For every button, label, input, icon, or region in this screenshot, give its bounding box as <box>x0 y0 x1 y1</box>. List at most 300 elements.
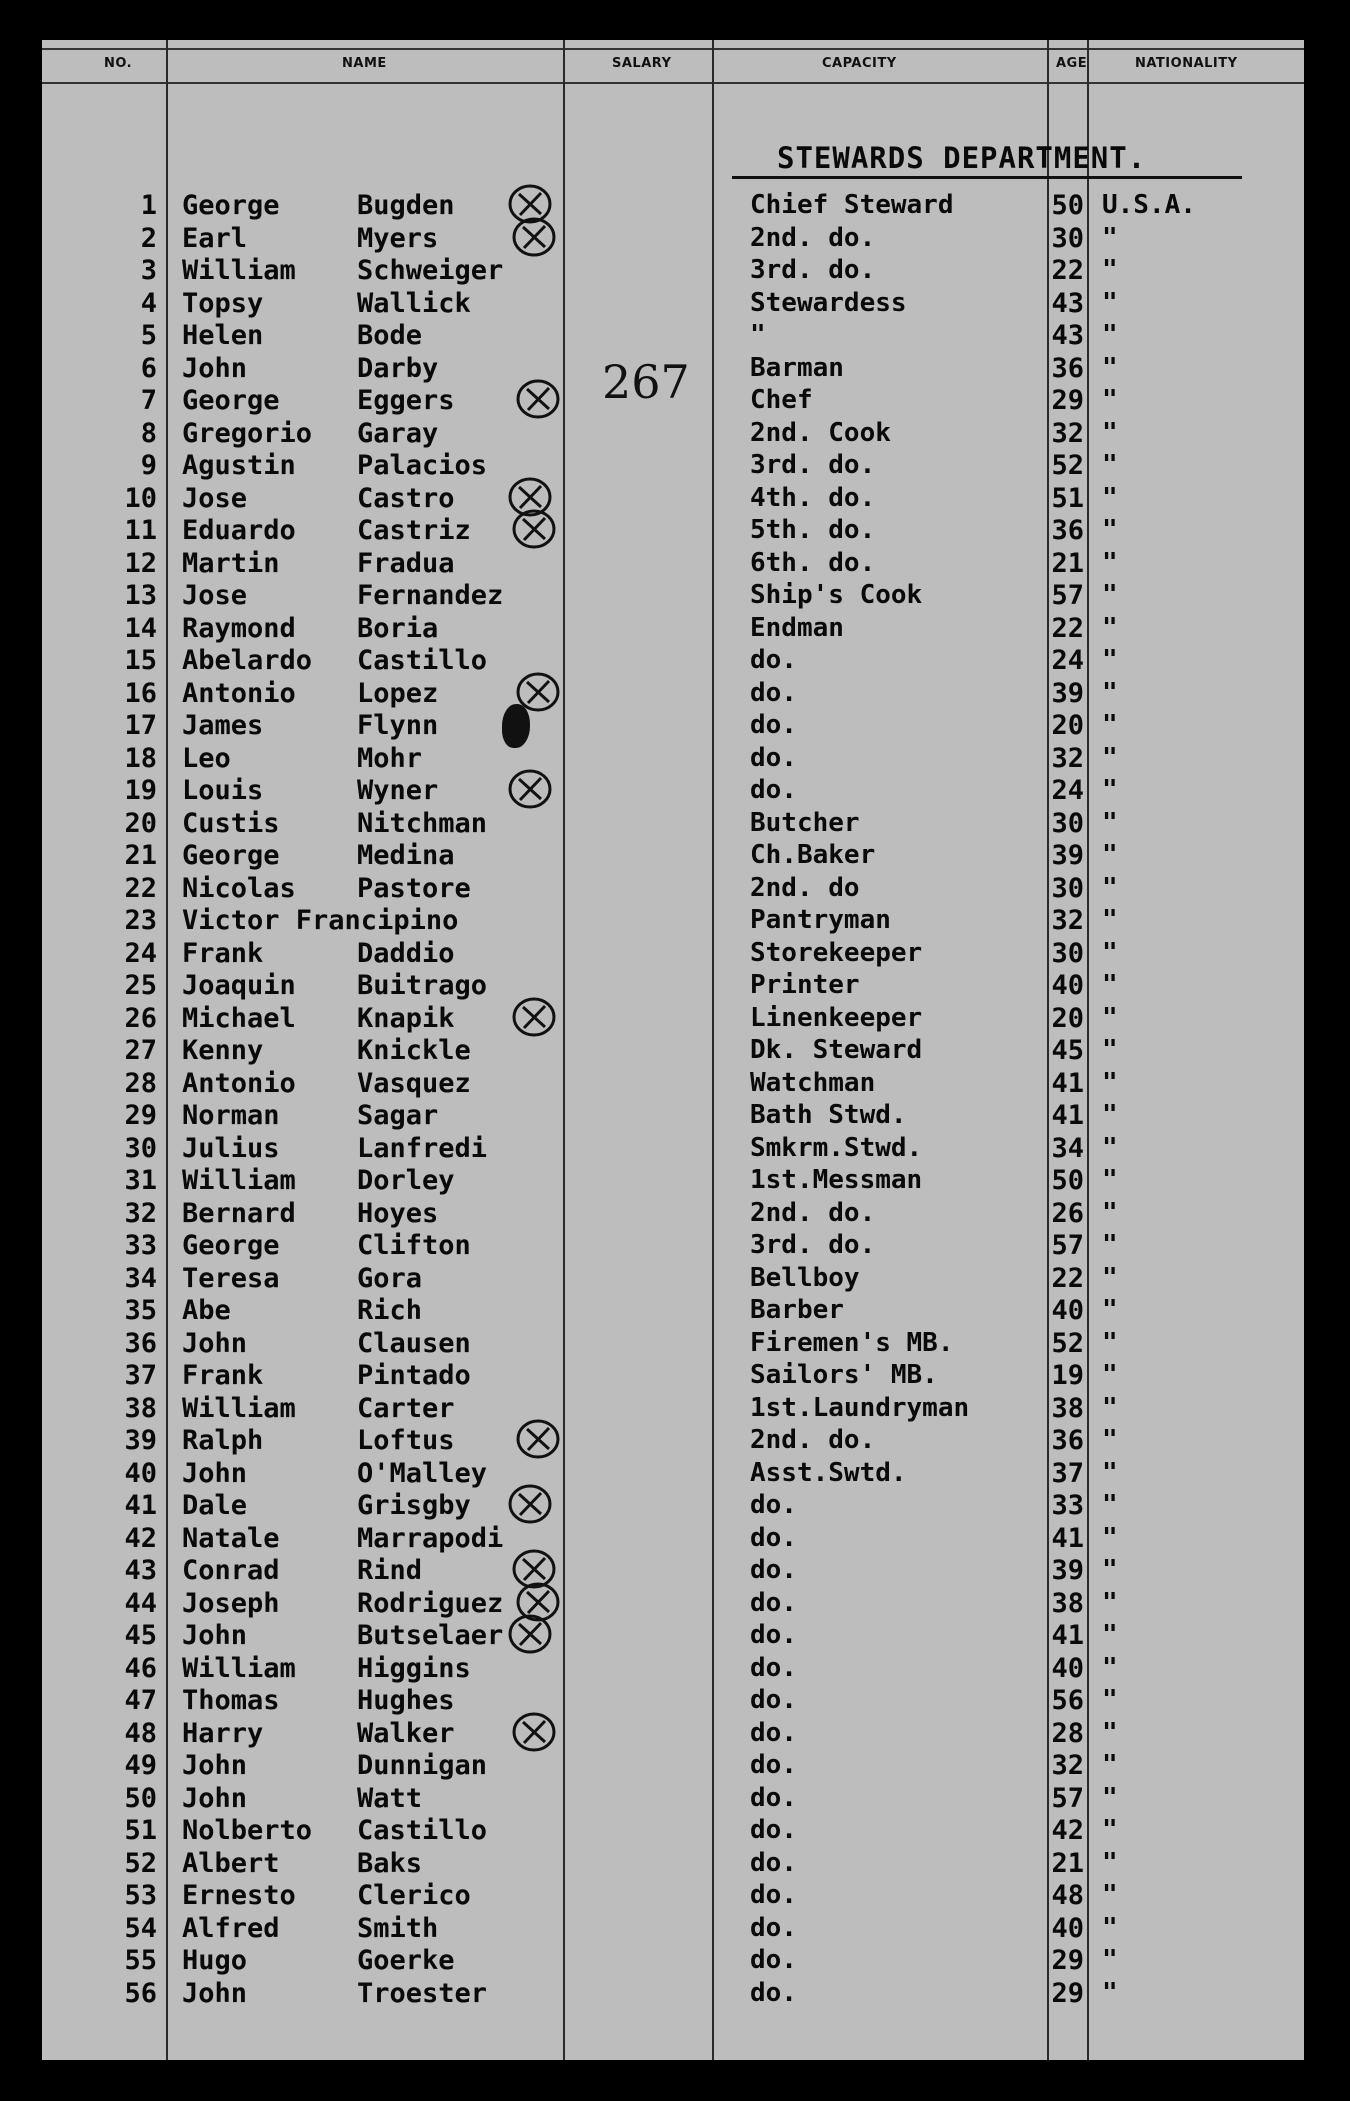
row-number: 23 <box>124 905 157 936</box>
last-name: Boria <box>357 612 439 644</box>
table-row <box>42 775 1304 807</box>
row-number: 3 <box>140 255 157 286</box>
table-row <box>42 1913 1304 1945</box>
last-name: Gora <box>357 1262 423 1294</box>
first-name: Topsy <box>182 287 264 319</box>
table-row <box>42 418 1304 450</box>
age: 39 <box>1051 677 1084 709</box>
age: 40 <box>1051 1912 1084 1944</box>
row-number: 5 <box>140 320 157 351</box>
row-number: 55 <box>124 1945 157 1976</box>
capacity: do. <box>750 1620 797 1650</box>
age: 57 <box>1051 1230 1084 1261</box>
nationality: " <box>1102 1750 1118 1780</box>
age: 24 <box>1051 775 1084 806</box>
last-name: Grisgby <box>357 1490 471 1521</box>
table-row <box>42 1978 1304 2010</box>
table-row <box>42 255 1304 287</box>
row-number: 51 <box>124 1815 157 1846</box>
age: 39 <box>1051 840 1084 871</box>
row-number: 17 <box>124 710 157 741</box>
nationality: " <box>1102 385 1118 415</box>
last-name: Castillo <box>357 1815 488 1846</box>
capacity: Ship's Cook <box>750 580 923 610</box>
capacity: Printer <box>750 970 860 1000</box>
first-name: Eduardo <box>182 515 296 546</box>
nationality: " <box>1102 1067 1118 1098</box>
age: 48 <box>1051 1880 1084 1911</box>
table-row <box>42 385 1304 417</box>
nationality: " <box>1102 970 1118 1000</box>
table-row <box>42 1620 1304 1652</box>
table-row <box>42 1880 1304 1912</box>
nationality: " <box>1102 1522 1118 1553</box>
table-row <box>42 873 1304 905</box>
nationality: " <box>1102 450 1118 480</box>
capacity: Firemen's MB. <box>750 1327 954 1358</box>
row-number: 42 <box>124 1522 157 1554</box>
row-number: 9 <box>140 450 157 481</box>
age: 33 <box>1051 1490 1084 1521</box>
table-row <box>42 288 1304 320</box>
first-name: Earl <box>182 222 248 254</box>
age: 32 <box>1051 905 1084 936</box>
table-row <box>42 808 1304 840</box>
age: 29 <box>1051 1945 1084 1976</box>
circled-x-mark-icon <box>510 1710 558 1754</box>
row-number: 16 <box>124 677 157 709</box>
age: 20 <box>1051 1002 1084 1034</box>
age: 43 <box>1051 287 1084 319</box>
capacity: do. <box>750 1652 797 1683</box>
first-name: Hugo <box>182 1945 248 1976</box>
first-name: Gregorio <box>182 417 313 449</box>
nationality: " <box>1102 872 1118 903</box>
last-name: Pintado <box>357 1360 471 1391</box>
capacity: Asst.Swtd. <box>750 1457 907 1488</box>
last-name: Higgins <box>357 1652 471 1684</box>
capacity: do. <box>750 1977 797 2008</box>
last-name: Rich <box>357 1295 423 1326</box>
age: 57 <box>1051 1782 1084 1814</box>
age: 41 <box>1051 1100 1084 1131</box>
table-row <box>42 223 1304 255</box>
last-name: Clausen <box>357 1327 471 1359</box>
last-name: Vasquez <box>357 1067 471 1099</box>
table-row <box>42 1815 1304 1847</box>
last-name: Carter <box>357 1392 455 1424</box>
capacity: do. <box>750 1782 797 1813</box>
circled-x-mark-icon <box>514 1417 562 1461</box>
row-number: 35 <box>124 1295 157 1326</box>
nationality: " <box>1102 1197 1118 1228</box>
last-name: Eggers <box>357 385 455 416</box>
capacity: 2nd. do. <box>750 1425 876 1455</box>
nationality: " <box>1102 807 1118 838</box>
first-name: John <box>182 352 248 384</box>
age: 39 <box>1051 1555 1084 1586</box>
table-row <box>42 1945 1304 1977</box>
first-name: Bernard <box>182 1197 296 1229</box>
age: 26 <box>1051 1197 1084 1229</box>
age: 36 <box>1051 1425 1084 1456</box>
department-title-underline <box>732 176 1242 179</box>
row-number: 31 <box>124 1165 157 1196</box>
age: 28 <box>1051 1717 1084 1749</box>
header-nationality: NATIONALITY <box>1135 56 1238 71</box>
table-row <box>42 905 1304 937</box>
nationality: " <box>1102 1100 1118 1130</box>
row-number: 33 <box>124 1230 157 1261</box>
first-name: George <box>182 385 280 416</box>
header-no: NO. <box>104 56 133 71</box>
capacity: 4th. do. <box>750 482 876 513</box>
last-name: Knickle <box>357 1035 471 1066</box>
nationality: " <box>1102 1685 1118 1715</box>
first-name: Julius <box>182 1132 280 1164</box>
nationality: " <box>1102 1230 1118 1260</box>
row-number: 50 <box>124 1782 157 1814</box>
row-number: 29 <box>124 1100 157 1131</box>
capacity: Endman <box>750 612 844 643</box>
last-name: Palacios <box>357 450 488 481</box>
age: 32 <box>1051 417 1084 449</box>
first-name: Abe <box>182 1295 231 1326</box>
capacity: do. <box>750 710 797 740</box>
age: 34 <box>1051 1132 1084 1164</box>
first-name: Conrad <box>182 1555 280 1586</box>
nationality: " <box>1102 645 1118 675</box>
age: 38 <box>1051 1392 1084 1424</box>
table-row <box>42 1068 1304 1100</box>
first-name: George <box>182 1230 280 1261</box>
last-name: Bugden <box>357 190 455 221</box>
last-name: Garay <box>357 417 439 449</box>
age: 30 <box>1051 807 1084 839</box>
last-name: Baks <box>357 1847 423 1879</box>
table-row <box>42 1328 1304 1360</box>
header-name: NAME <box>342 56 387 71</box>
table-row <box>42 1588 1304 1620</box>
last-name: Rodriguez <box>357 1587 504 1619</box>
last-name: Myers <box>357 222 439 254</box>
circled-x-mark-icon <box>506 1482 554 1526</box>
first-name: Natale <box>182 1522 280 1554</box>
capacity: Chief Steward <box>750 190 954 220</box>
table-row <box>42 1230 1304 1262</box>
manifest-sheet <box>42 40 1304 2060</box>
row-number: 24 <box>124 937 157 969</box>
row-number: 11 <box>124 515 157 546</box>
age: 57 <box>1051 580 1084 611</box>
table-row <box>42 1100 1304 1132</box>
last-name: Castro <box>357 482 455 514</box>
first-name: Agustin <box>182 450 296 481</box>
capacity: do. <box>750 1555 797 1585</box>
first-name: William <box>182 1652 296 1684</box>
table-row <box>42 1425 1304 1457</box>
last-name: Medina <box>357 840 455 871</box>
nationality: U.S.A. <box>1102 190 1196 220</box>
row-number: 27 <box>124 1035 157 1066</box>
capacity: do. <box>750 1880 797 1910</box>
capacity: do. <box>750 1945 797 1975</box>
row-number: 37 <box>124 1360 157 1391</box>
row-number: 53 <box>124 1880 157 1911</box>
first-name: John <box>182 1620 248 1651</box>
capacity: do. <box>750 775 797 805</box>
age: 41 <box>1051 1620 1084 1651</box>
nationality: " <box>1102 1002 1118 1033</box>
capacity: do. <box>750 677 797 708</box>
capacity: Sailors' MB. <box>750 1360 938 1390</box>
row-number: 10 <box>124 482 157 514</box>
age: 43 <box>1051 320 1084 351</box>
first-name: Nicolas <box>182 872 296 904</box>
row-number: 14 <box>124 612 157 644</box>
table-row <box>42 515 1304 547</box>
row-number: 36 <box>124 1327 157 1359</box>
first-name: Michael <box>182 1002 296 1034</box>
age: 37 <box>1051 1457 1084 1489</box>
department-title: STEWARDS DEPARTMENT. <box>777 141 1147 175</box>
table-row <box>42 190 1304 222</box>
age: 32 <box>1051 742 1084 774</box>
age: 50 <box>1051 1165 1084 1196</box>
last-name: Hughes <box>357 1685 455 1716</box>
age: 51 <box>1051 482 1084 514</box>
row-number: 8 <box>140 417 157 449</box>
last-name: Smith <box>357 1912 439 1944</box>
age: 52 <box>1051 1327 1084 1359</box>
first-name: George <box>182 190 280 221</box>
capacity: 6th. do. <box>750 547 876 578</box>
age: 40 <box>1051 1295 1084 1326</box>
nationality: " <box>1102 1977 1118 2008</box>
capacity: Bath Stwd. <box>750 1100 907 1130</box>
age: 22 <box>1051 612 1084 644</box>
row-number: 26 <box>124 1002 157 1034</box>
nationality: " <box>1102 1912 1118 1943</box>
last-name: Clifton <box>357 1230 471 1261</box>
row-number: 20 <box>124 807 157 839</box>
row-number: 30 <box>124 1132 157 1164</box>
first-name: Albert <box>182 1847 280 1879</box>
nationality: " <box>1102 1652 1118 1683</box>
table-row <box>42 483 1304 515</box>
capacity: do. <box>750 1847 797 1878</box>
nationality: " <box>1102 482 1118 513</box>
capacity: Linenkeeper <box>750 1002 923 1033</box>
first-name: Kenny <box>182 1035 264 1066</box>
last-name: Hoyes <box>357 1197 439 1229</box>
table-row <box>42 1263 1304 1295</box>
top-rule <box>42 48 1304 50</box>
nationality: " <box>1102 222 1118 253</box>
capacity: Smkrm.Stwd. <box>750 1132 923 1163</box>
nationality: " <box>1102 1457 1118 1488</box>
last-name: Pastore <box>357 872 471 904</box>
row-number: 22 <box>124 872 157 904</box>
nationality: " <box>1102 710 1118 740</box>
first-name: Raymond <box>182 612 296 644</box>
last-name: Knapik <box>357 1002 455 1034</box>
row-number: 48 <box>124 1717 157 1749</box>
capacity: do. <box>750 1912 797 1943</box>
capacity: 2nd. do. <box>750 1197 876 1228</box>
first-name: William <box>182 255 296 286</box>
age: 36 <box>1051 515 1084 546</box>
capacity: 3rd. do. <box>750 255 876 285</box>
first-name: William <box>182 1165 296 1196</box>
age: 29 <box>1051 385 1084 416</box>
age: 19 <box>1051 1360 1084 1391</box>
table-row <box>42 1685 1304 1717</box>
nationality: " <box>1102 1327 1118 1358</box>
row-number: 19 <box>124 775 157 806</box>
first-name: Ralph <box>182 1425 264 1456</box>
age: 21 <box>1051 547 1084 579</box>
last-name: Butselaer <box>357 1620 504 1651</box>
age: 29 <box>1051 1977 1084 2009</box>
age: 30 <box>1051 937 1084 969</box>
table-row <box>42 548 1304 580</box>
last-name: Lanfredi <box>357 1132 488 1164</box>
last-name: Castriz <box>357 515 471 546</box>
row-number: 52 <box>124 1847 157 1879</box>
age: 30 <box>1051 872 1084 904</box>
ink-blot-icon <box>502 704 530 748</box>
last-name: Castillo <box>357 645 488 676</box>
table-row <box>42 1490 1304 1522</box>
row-number: 25 <box>124 970 157 1001</box>
first-name: John <box>182 1750 248 1781</box>
nationality: " <box>1102 1847 1118 1878</box>
capacity: 2nd. do. <box>750 222 876 253</box>
nationality: " <box>1102 1555 1118 1585</box>
age: 40 <box>1051 970 1084 1001</box>
capacity: do. <box>750 1522 797 1553</box>
first-name: Norman <box>182 1100 280 1131</box>
nationality: " <box>1102 1620 1118 1650</box>
capacity: " <box>750 320 766 350</box>
table-row <box>42 645 1304 677</box>
table-row <box>42 1393 1304 1425</box>
age: 30 <box>1051 222 1084 254</box>
last-name: Darby <box>357 352 439 384</box>
row-number: 15 <box>124 645 157 676</box>
last-name: Fradua <box>357 547 455 579</box>
circled-x-mark-icon <box>510 995 558 1039</box>
table-row <box>42 613 1304 645</box>
capacity: do. <box>750 1815 797 1845</box>
row-number: 18 <box>124 742 157 774</box>
capacity: 3rd. do. <box>750 1230 876 1260</box>
table-row <box>42 938 1304 970</box>
first-name: Helen <box>182 320 264 351</box>
row-number: 21 <box>124 840 157 871</box>
header-capacity: CAPACITY <box>822 56 897 71</box>
table-row <box>42 450 1304 482</box>
row-number: 39 <box>124 1425 157 1456</box>
capacity: Pantryman <box>750 905 891 935</box>
last-name: Lopez <box>357 677 439 709</box>
last-name: Marrapodi <box>357 1522 504 1554</box>
last-name: O'Malley <box>357 1457 488 1489</box>
last-name: Mohr <box>357 742 423 774</box>
first-name: Custis <box>182 807 280 839</box>
capacity: 1st.Laundryman <box>750 1392 970 1423</box>
nationality: " <box>1102 1425 1118 1455</box>
circled-x-mark-icon <box>506 1612 554 1656</box>
capacity: 5th. do. <box>750 515 876 545</box>
first-name: Joseph <box>182 1587 280 1619</box>
nationality: " <box>1102 580 1118 610</box>
capacity: 3rd. do. <box>750 450 876 480</box>
age: 22 <box>1051 1262 1084 1294</box>
table-row <box>42 678 1304 710</box>
nationality: " <box>1102 1490 1118 1520</box>
age: 36 <box>1051 352 1084 384</box>
capacity: Storekeeper <box>750 937 923 968</box>
table-row <box>42 1653 1304 1685</box>
capacity: 1st.Messman <box>750 1165 923 1195</box>
capacity: Stewardess <box>750 287 907 318</box>
nationality: " <box>1102 677 1118 708</box>
capacity: Ch.Baker <box>750 840 876 870</box>
row-number: 40 <box>124 1457 157 1489</box>
table-row <box>42 320 1304 352</box>
last-name: Sagar <box>357 1100 439 1131</box>
age: 42 <box>1051 1815 1084 1846</box>
age: 52 <box>1051 450 1084 481</box>
nationality: " <box>1102 515 1118 545</box>
row-number: 4 <box>140 287 157 319</box>
last-name: Buitrago <box>357 970 488 1001</box>
last-name: Dunnigan <box>357 1750 488 1781</box>
last-name: Goerke <box>357 1945 455 1976</box>
age: 32 <box>1051 1750 1084 1781</box>
header-rule <box>42 82 1304 84</box>
first-name: Antonio <box>182 677 296 709</box>
nationality: " <box>1102 547 1118 578</box>
table-row <box>42 743 1304 775</box>
capacity: 2nd. Cook <box>750 417 891 448</box>
table-row <box>42 1783 1304 1815</box>
table-row <box>42 970 1304 1002</box>
table-row <box>42 1523 1304 1555</box>
nationality: " <box>1102 742 1118 773</box>
capacity: 2nd. do <box>750 872 860 903</box>
row-number: 32 <box>124 1197 157 1229</box>
first-name: George <box>182 840 280 871</box>
table-row <box>42 1848 1304 1880</box>
nationality: " <box>1102 840 1118 870</box>
last-name: Flynn <box>357 710 439 741</box>
table-row <box>42 710 1304 742</box>
row-number: 56 <box>124 1977 157 2009</box>
age: 24 <box>1051 645 1084 676</box>
first-name: John <box>182 1327 248 1359</box>
table-row <box>42 1458 1304 1490</box>
nationality: " <box>1102 612 1118 643</box>
last-name: Wyner <box>357 775 439 806</box>
last-name: Fernandez <box>357 580 504 611</box>
capacity: do. <box>750 1490 797 1520</box>
row-number: 38 <box>124 1392 157 1424</box>
first-name: John <box>182 1457 248 1489</box>
last-name: Rind <box>357 1555 423 1586</box>
